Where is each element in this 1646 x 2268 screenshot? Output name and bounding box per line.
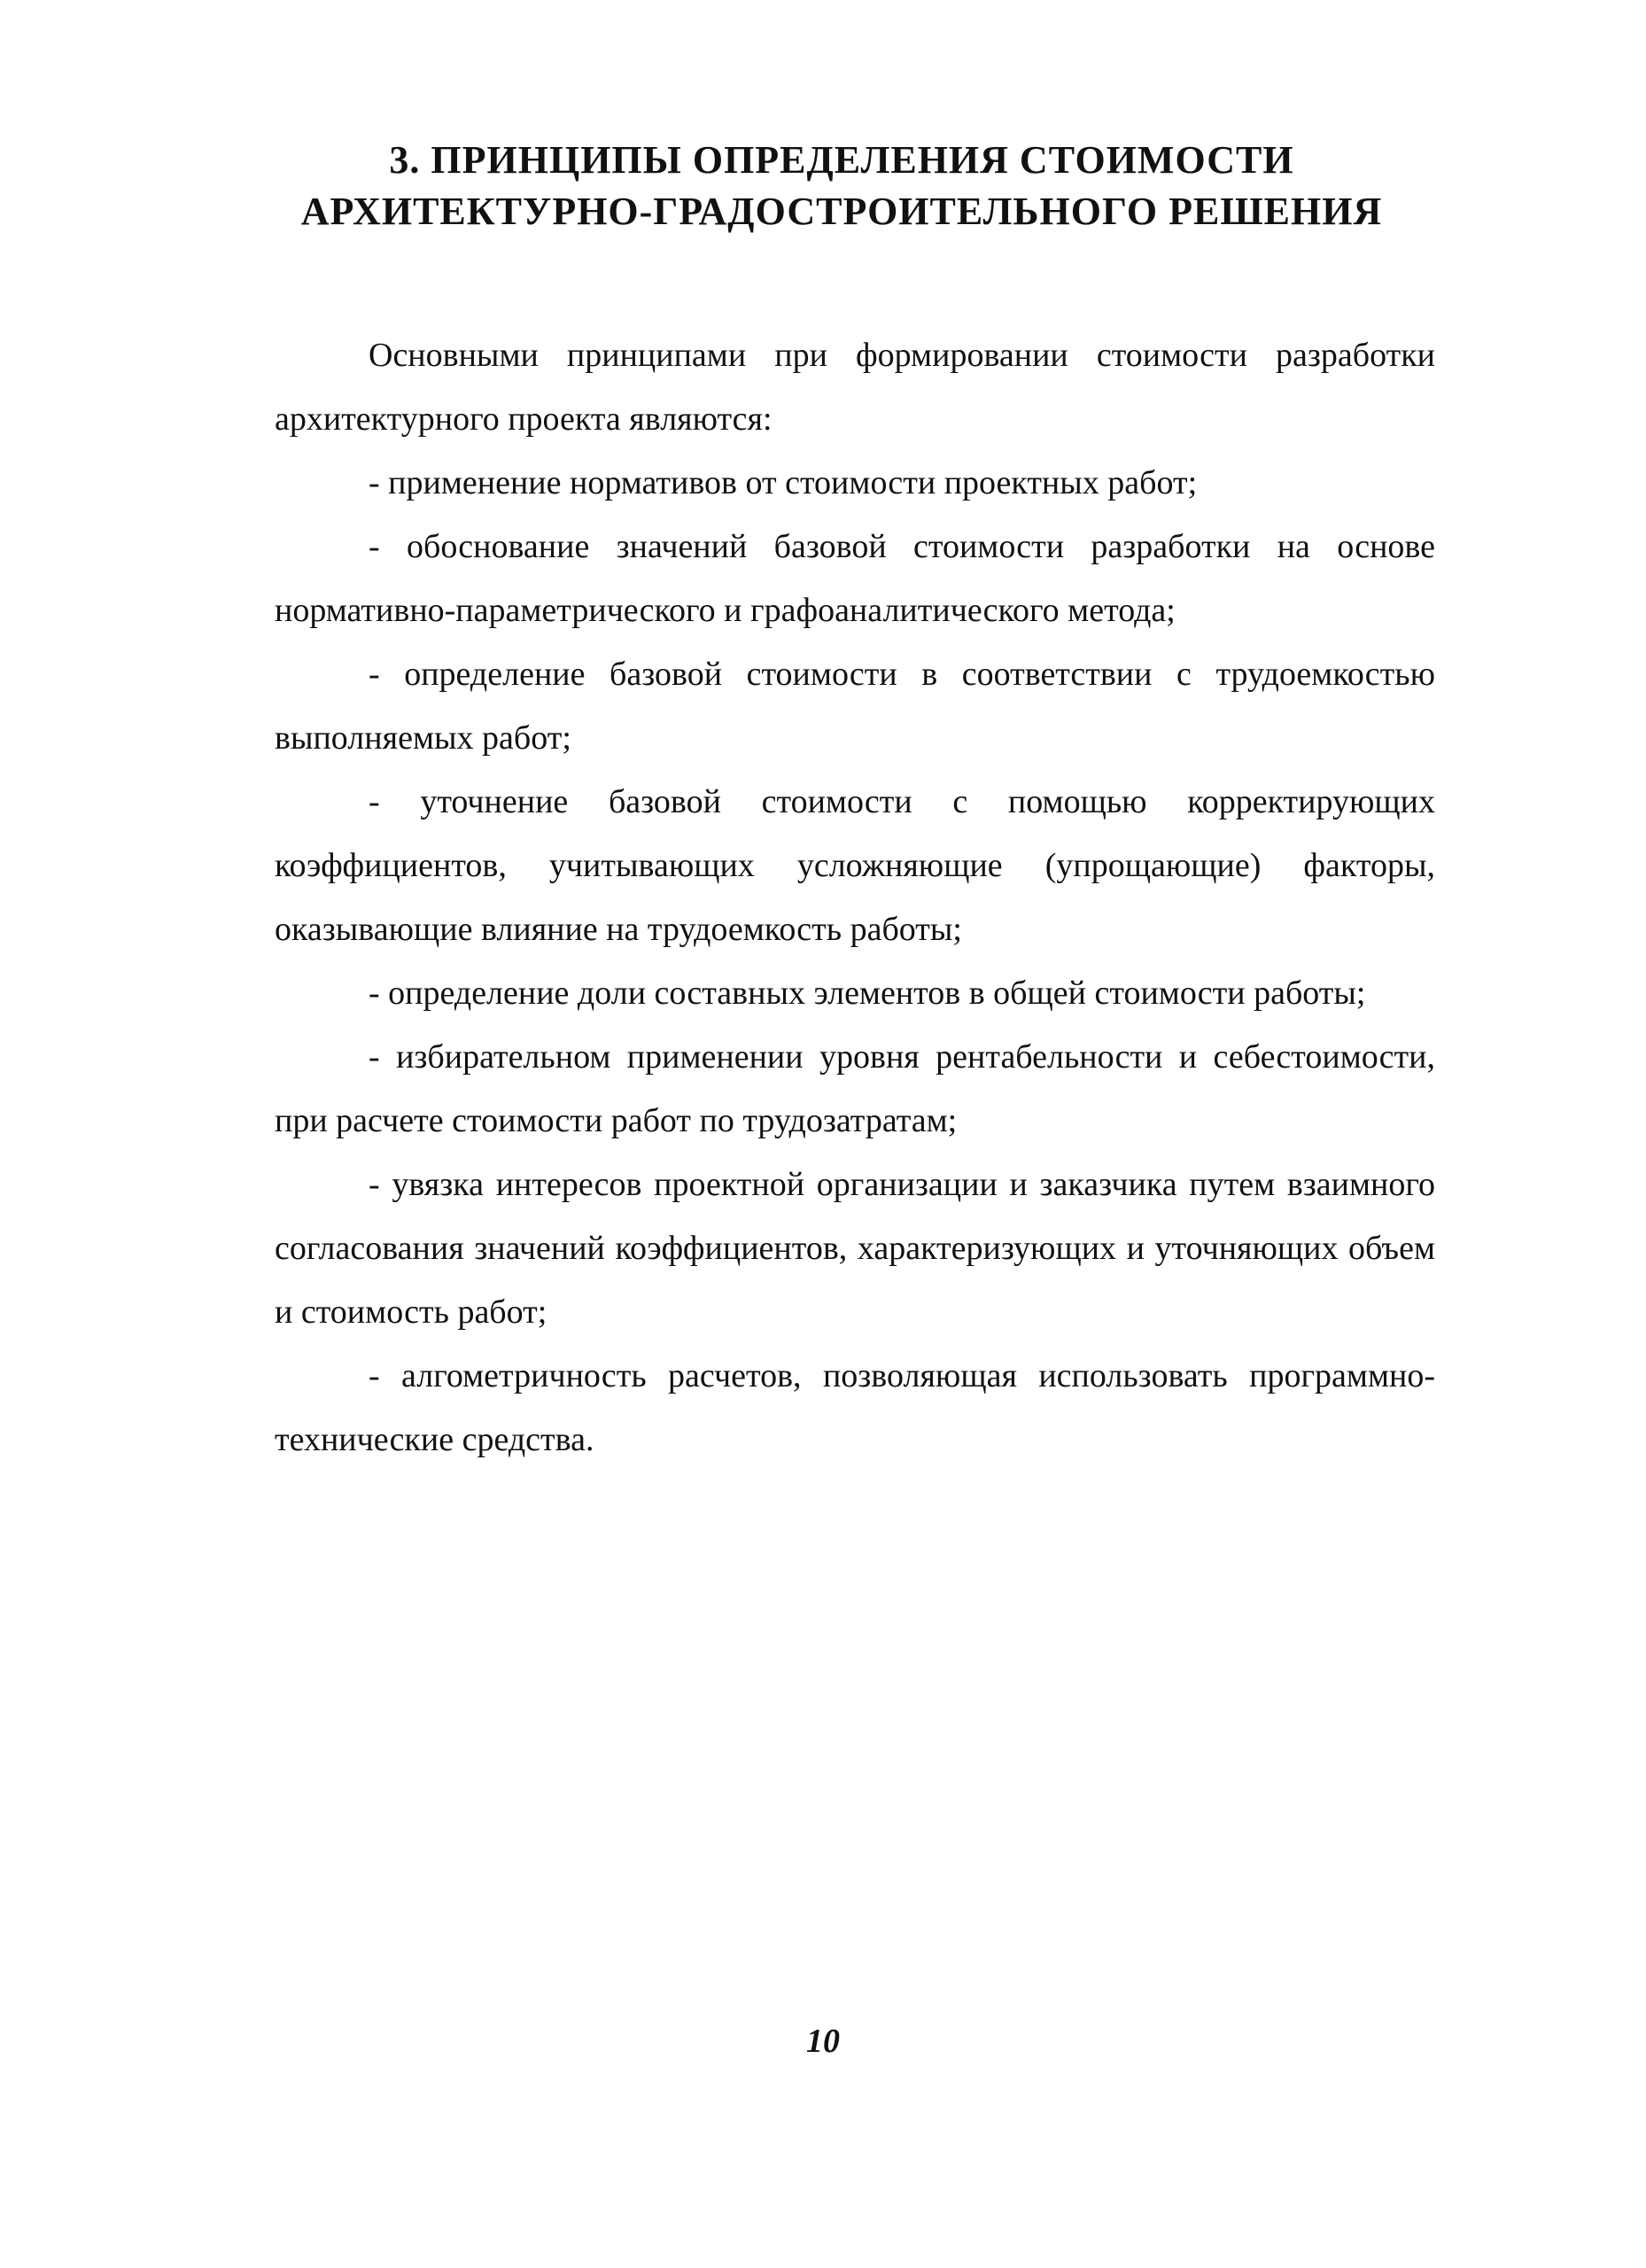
page-number: 10: [806, 2023, 840, 2060]
list-item: - избирательном применении уровня рентабельности и себестоимости, при расчете стоимости работ по трудозатратам;: [275, 1038, 1435, 1139]
list-item: - определение доли составных элементов в общей стоимости работы;: [369, 975, 1366, 1012]
body-text: [275, 323, 1435, 1472]
heading-line-2: АРХИТЕКТУРНО-ГРАДОСТРОИТЕЛЬНОГО РЕШЕНИЯ: [300, 190, 1383, 233]
list-item: - определение базовой стоимости в соответствии с трудоемкостью выполняемых работ;: [275, 656, 1435, 757]
list-item: - алгометричность расчетов, позволяющая использовать программно-технические средства.: [275, 1357, 1435, 1458]
section-heading: [266, 135, 1417, 237]
intro-paragraph: Основными принципами при формировании стоимости разработки архитектурного проекта являются:: [275, 337, 1435, 438]
list-item: - применение нормативов от стоимости проектных работ;: [369, 464, 1198, 501]
list-item: - увязка интересов проектной организации и заказчика путем взаимного согласования значений коэффициентов, характеризующих и уточняющих объем и стоимость работ;: [275, 1166, 1435, 1331]
list-item: - обоснование значений базовой стоимости разработки на основе нормативно-параметрического и графоаналитического метода;: [275, 528, 1435, 629]
list-item: - уточнение базовой стоимости с помощью корректирующих коэффициентов, учитывающих усложняющие (упрощающие) факторы, оказывающие влияние на трудоемкость работы;: [275, 783, 1435, 948]
heading-line-1: 3. ПРИНЦИПЫ ОПРЕДЕЛЕНИЯ СТОИМОСТИ: [389, 138, 1294, 182]
